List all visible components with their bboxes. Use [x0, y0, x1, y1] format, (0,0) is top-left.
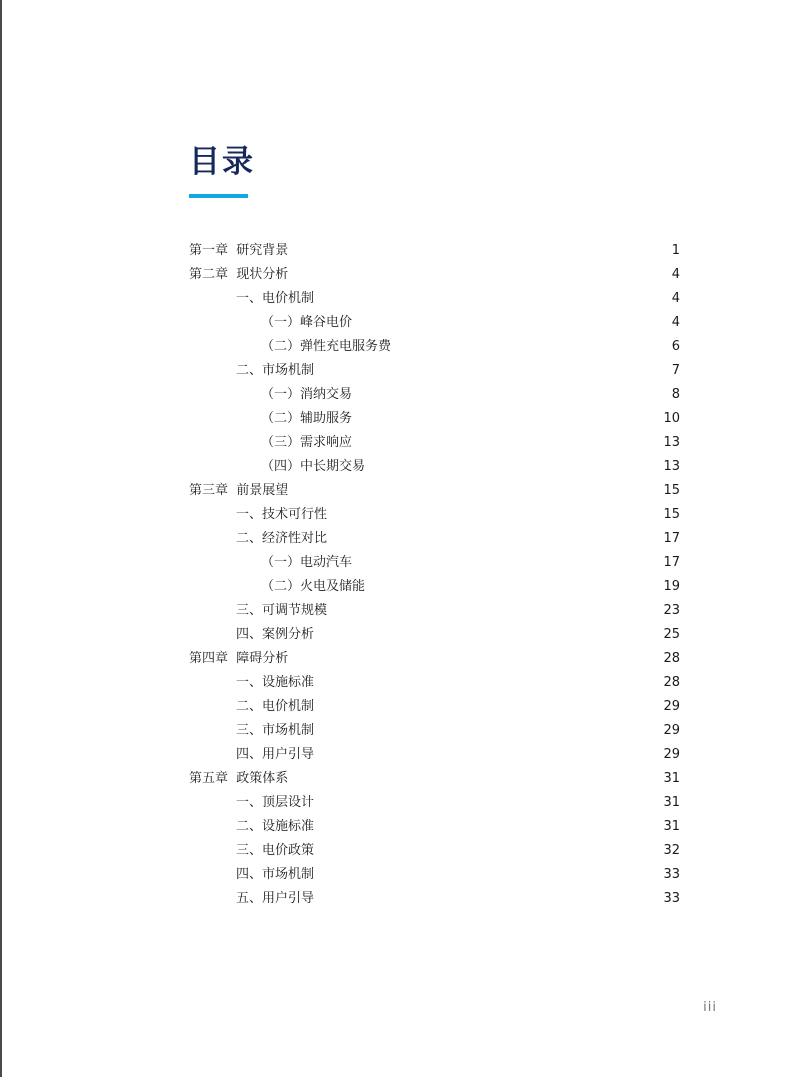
toc-entry-page-number: 31 — [663, 819, 680, 834]
toc-entry-title: （一）峰谷电价 — [261, 315, 353, 330]
toc-chapter-entry[interactable] — [189, 239, 680, 263]
toc-entry-title: 一、技术可行性 — [236, 507, 328, 522]
heading-accent-bar — [189, 194, 248, 198]
toc-entry-title: 第四章 障碍分析 — [189, 651, 289, 666]
toc-entry-title: 二、电价机制 — [236, 699, 315, 714]
toc-entry-title: 二、设施标准 — [236, 819, 315, 834]
toc-entry-page-number: 10 — [663, 411, 680, 426]
toc-entry-page-number: 4 — [671, 267, 680, 282]
toc-entry-title: 三、市场机制 — [236, 723, 315, 738]
toc-section-entry[interactable] — [189, 743, 680, 767]
toc-entry-title: （二）火电及储能 — [261, 579, 366, 594]
toc-section-entry[interactable] — [189, 527, 680, 551]
toc-entry-title: 五、用户引导 — [236, 891, 315, 906]
toc-entry-page-number: 28 — [663, 651, 680, 666]
toc-section-entry[interactable] — [189, 695, 680, 719]
toc-subsection-entry[interactable] — [189, 575, 680, 599]
toc-entry-title: 一、顶层设计 — [236, 795, 315, 810]
toc-entry-page-number: 15 — [663, 507, 680, 522]
toc-section-entry[interactable] — [189, 839, 680, 863]
toc-section-entry[interactable] — [189, 599, 680, 623]
toc-entry-title: 第五章 政策体系 — [189, 771, 289, 786]
toc-entry-title: 二、经济性对比 — [236, 531, 328, 546]
toc-subsection-entry[interactable] — [189, 383, 680, 407]
toc-entry-page-number: 23 — [663, 603, 680, 618]
toc-entry-page-number: 31 — [663, 795, 680, 810]
toc-section-entry[interactable] — [189, 815, 680, 839]
toc-entry-page-number: 29 — [663, 747, 680, 762]
toc-entry-page-number: 1 — [671, 243, 680, 258]
toc-entry-title: （二）弹性充电服务费 — [261, 339, 392, 354]
toc-entry-title: 第二章 现状分析 — [189, 267, 289, 282]
toc-entry-title: 二、市场机制 — [236, 363, 315, 378]
toc-section-entry[interactable] — [189, 359, 680, 383]
toc-entry-page-number: 13 — [663, 459, 680, 474]
toc-entry-page-number: 33 — [663, 891, 680, 906]
toc-entry-title: （一）消纳交易 — [261, 387, 353, 402]
toc-section-entry[interactable] — [189, 863, 680, 887]
toc-subsection-entry[interactable] — [189, 407, 680, 431]
toc-chapter-entry[interactable] — [189, 647, 680, 671]
toc-heading: 目录 — [189, 144, 255, 180]
toc-section-entry[interactable] — [189, 503, 680, 527]
toc-entry-page-number: 7 — [671, 363, 680, 378]
toc-entry-title: （四）中长期交易 — [261, 459, 366, 474]
toc-entry-title: （一）电动汽车 — [261, 555, 353, 570]
toc-entry-title: 一、设施标准 — [236, 675, 315, 690]
toc-entry-page-number: 6 — [671, 339, 680, 354]
toc-entry-page-number: 4 — [671, 291, 680, 306]
toc-entry-page-number: 32 — [663, 843, 680, 858]
toc-entry-page-number: 29 — [663, 723, 680, 738]
toc-entry-title: （三）需求响应 — [261, 435, 353, 450]
toc-subsection-entry[interactable] — [189, 335, 680, 359]
toc-entry-title: 第三章 前景展望 — [189, 483, 289, 498]
toc-chapter-entry[interactable] — [189, 263, 680, 287]
toc-entry-page-number: 29 — [663, 699, 680, 714]
toc-section-entry[interactable] — [189, 887, 680, 911]
toc-subsection-entry[interactable] — [189, 455, 680, 479]
toc-entry-page-number: 31 — [663, 771, 680, 786]
toc-section-entry[interactable] — [189, 791, 680, 815]
page-edge-border — [0, 0, 2, 1077]
toc-entry-title: 三、可调节规模 — [236, 603, 328, 618]
toc-entry-page-number: 25 — [663, 627, 680, 642]
toc-section-entry[interactable] — [189, 287, 680, 311]
toc-entry-page-number: 17 — [663, 555, 680, 570]
toc-entry-page-number: 17 — [663, 531, 680, 546]
toc-section-entry[interactable] — [189, 671, 680, 695]
toc-subsection-entry[interactable] — [189, 311, 680, 335]
toc-entry-title: 四、市场机制 — [236, 867, 315, 882]
toc-subsection-entry[interactable] — [189, 551, 680, 575]
toc-entry-title: 三、电价政策 — [236, 843, 315, 858]
toc-entry-title: 第一章 研究背景 — [189, 243, 289, 258]
toc-subsection-entry[interactable] — [189, 431, 680, 455]
toc-chapter-entry[interactable] — [189, 767, 680, 791]
toc-entry-title: （二）辅助服务 — [261, 411, 353, 426]
toc-entry-page-number: 33 — [663, 867, 680, 882]
toc-entry-title: 四、用户引导 — [236, 747, 315, 762]
toc-entry-page-number: 8 — [671, 387, 680, 402]
page-number: iii — [703, 1000, 717, 1015]
toc-section-entry[interactable] — [189, 623, 680, 647]
toc-entry-page-number: 4 — [671, 315, 680, 330]
toc-entry-title: 一、电价机制 — [236, 291, 315, 306]
toc-entry-page-number: 19 — [663, 579, 680, 594]
toc-entry-title: 四、案例分析 — [236, 627, 315, 642]
toc-entry-page-number: 28 — [663, 675, 680, 690]
toc-chapter-entry[interactable] — [189, 479, 680, 503]
toc-entry-page-number: 15 — [663, 483, 680, 498]
toc-list — [189, 239, 680, 911]
toc-entry-page-number: 13 — [663, 435, 680, 450]
toc-section-entry[interactable] — [189, 719, 680, 743]
